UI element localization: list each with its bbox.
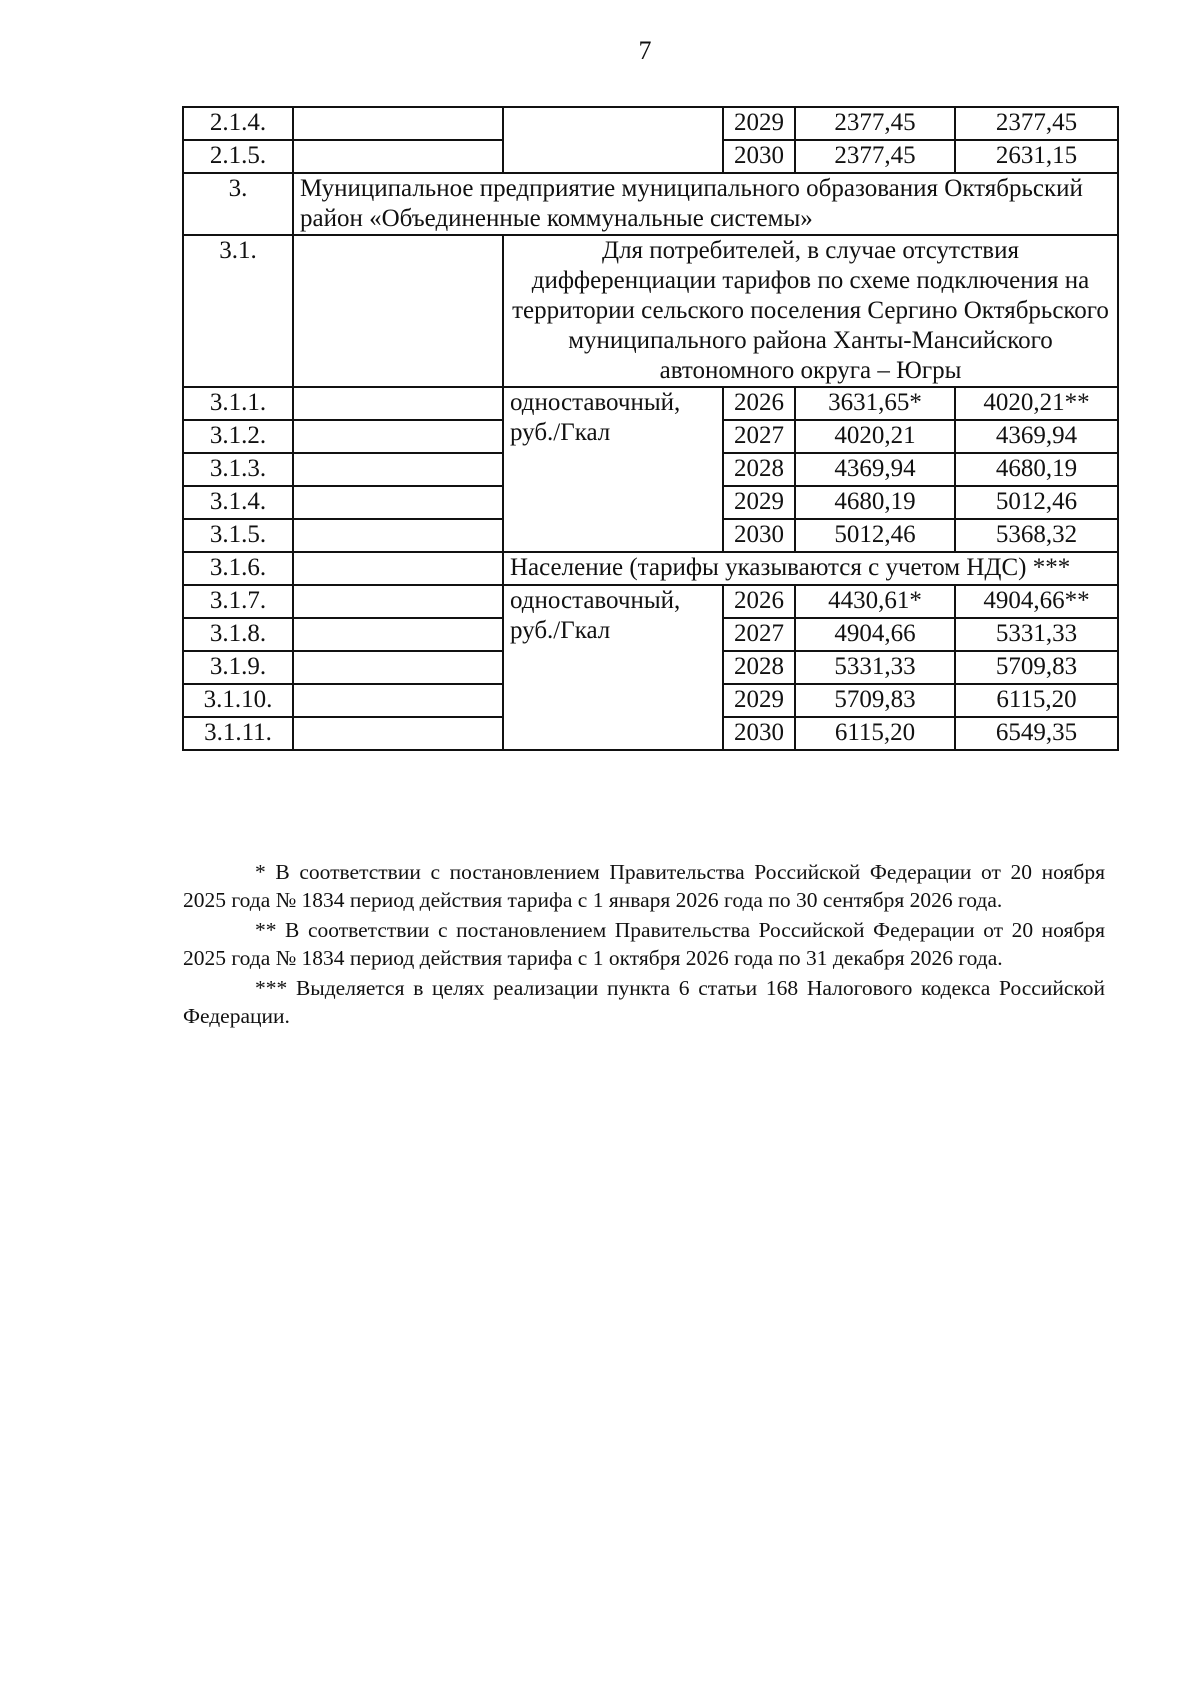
table-row [183, 235, 1118, 387]
row-number: 3.1.2. [183, 420, 293, 453]
year-cell: 2030 [723, 519, 795, 552]
year-cell: 2028 [723, 453, 795, 486]
empty-cell [293, 486, 503, 519]
year-cell: 2029 [723, 486, 795, 519]
year-cell: 2027 [723, 420, 795, 453]
row-number: 3.1. [183, 235, 293, 387]
empty-cell [503, 107, 723, 173]
table-row [183, 552, 1118, 585]
tariff-value-2: 4369,94 [955, 420, 1118, 453]
year-cell: 2026 [723, 387, 795, 420]
footnote-2: ** В соответствии с постановлением Правительства Российской Федерации от 20 ноября 2025 года № 1834 период действия тарифа с 1 октября 2026 года по 31 декабря 2026 года. [183, 918, 1105, 970]
empty-cell [293, 107, 503, 140]
tariff-value-2: 5709,83 [955, 651, 1118, 684]
tariff-value-2: 6549,35 [955, 717, 1118, 750]
tariff-unit-cell [503, 585, 723, 750]
row-number: 3.1.7. [183, 585, 293, 618]
tariff-unit-cell [503, 387, 723, 552]
tariff-value-1: 2377,45 [795, 140, 955, 173]
year-cell: 2026 [723, 585, 795, 618]
row-number: 3.1.6. [183, 552, 293, 585]
tariff-value-1: 4369,94 [795, 453, 955, 486]
tariff-value-2: 4020,21** [955, 387, 1118, 420]
year-cell: 2029 [723, 107, 795, 140]
empty-cell [293, 618, 503, 651]
tariff-value-2: 4680,19 [955, 453, 1118, 486]
table-row [183, 387, 1118, 420]
row-number: 3.1.5. [183, 519, 293, 552]
page-number: 7 [638, 36, 652, 65]
tariff-value-2: 4904,66** [955, 585, 1118, 618]
row-number: 2.1.4. [183, 107, 293, 140]
tariff-value-2: 6115,20 [955, 684, 1118, 717]
tariff-unit-label: руб./Гкал [510, 617, 611, 644]
tariff-type-label: одноставочный, [510, 587, 681, 614]
row-number: 3. [183, 173, 293, 235]
row-number: 3.1.3. [183, 453, 293, 486]
consumer-group-heading: Для потребителей, в случае отсутствия дифференциации тарифов по схеме подключения на территории сельского поселения Сергино Октябрьского муниципального района Ханты-Мансийского автономного округа – Югры [503, 235, 1118, 387]
population-heading: Население (тарифы указываются с учетом НДС) *** [503, 552, 1118, 585]
row-number: 3.1.4. [183, 486, 293, 519]
tariff-type-label: одноставочный, [510, 389, 681, 416]
row-number: 2.1.5. [183, 140, 293, 173]
year-cell: 2030 [723, 717, 795, 750]
tariff-value-2: 5331,33 [955, 618, 1118, 651]
table-row [183, 585, 1118, 618]
tariff-value-1: 6115,20 [795, 717, 955, 750]
empty-cell [293, 519, 503, 552]
tariff-value-1: 2377,45 [795, 107, 955, 140]
tariff-value-1: 4020,21 [795, 420, 955, 453]
empty-cell [293, 552, 503, 585]
table-row [183, 173, 1118, 235]
empty-cell [293, 585, 503, 618]
footnote-3: *** Выделяется в целях реализации пункта 6 статьи 168 Налогового кодекса Российской Федерации. [183, 976, 1105, 1028]
tariff-value-1: 5012,46 [795, 519, 955, 552]
tariff-value-2: 2377,45 [955, 107, 1118, 140]
empty-cell [293, 684, 503, 717]
year-cell: 2030 [723, 140, 795, 173]
empty-cell [293, 651, 503, 684]
tariff-value-2: 2631,15 [955, 140, 1118, 173]
empty-cell [293, 140, 503, 173]
empty-cell [293, 717, 503, 750]
year-cell: 2027 [723, 618, 795, 651]
row-number: 3.1.10. [183, 684, 293, 717]
tariff-value-1: 4430,61* [795, 585, 955, 618]
tariff-value-2: 5368,32 [955, 519, 1118, 552]
empty-cell [293, 420, 503, 453]
footnote-1: * В соответствии с постановлением Правительства Российской Федерации от 20 ноября 2025 года № 1834 период действия тарифа с 1 января 2026 года по 30 сентября 2026 года. [183, 860, 1105, 912]
row-number: 3.1.11. [183, 717, 293, 750]
year-cell: 2028 [723, 651, 795, 684]
empty-cell [293, 235, 503, 387]
table-row [183, 107, 1118, 140]
empty-cell [293, 453, 503, 486]
tariff-value-1: 4680,19 [795, 486, 955, 519]
footnotes [183, 858, 1105, 1032]
year-cell: 2029 [723, 684, 795, 717]
tariff-value-1: 5331,33 [795, 651, 955, 684]
tariff-table [182, 106, 1119, 751]
tariff-value-1: 5709,83 [795, 684, 955, 717]
row-number: 3.1.8. [183, 618, 293, 651]
tariff-value-1: 4904,66 [795, 618, 955, 651]
row-number: 3.1.9. [183, 651, 293, 684]
tariff-value-1: 3631,65* [795, 387, 955, 420]
tariff-unit-label: руб./Гкал [510, 419, 611, 446]
row-number: 3.1.1. [183, 387, 293, 420]
empty-cell [293, 387, 503, 420]
tariff-value-2: 5012,46 [955, 486, 1118, 519]
organization-name: Муниципальное предприятие муниципального образования Октябрьский район «Объединенные коммунальные системы» [293, 173, 1118, 235]
